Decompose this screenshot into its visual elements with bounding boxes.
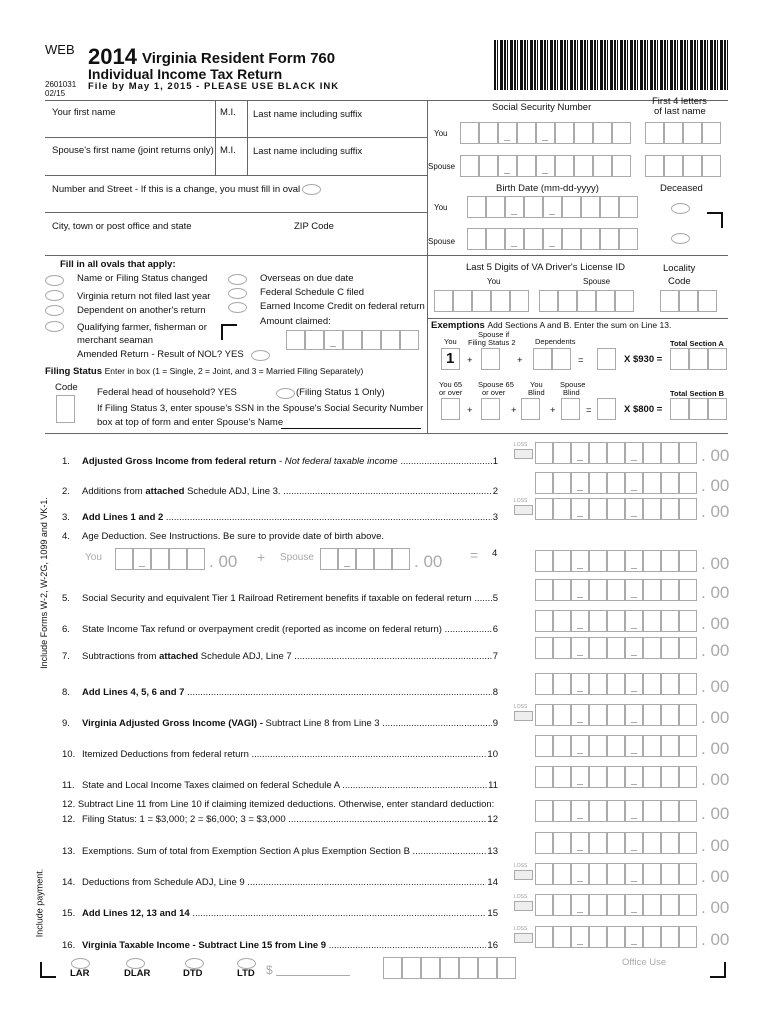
line-number: 8. (62, 687, 70, 698)
exempt-b-amount-boxes[interactable] (670, 398, 727, 420)
office-use-boxes (383, 957, 516, 979)
line-reference: 15 (487, 908, 498, 919)
sp65-label-2: or over (482, 388, 506, 397)
line-1 (62, 456, 498, 467)
loss-oval[interactable] (514, 449, 533, 459)
line-reference: 8 (492, 687, 498, 698)
line-description: Virginia Adjusted Gross Income (VAGI) - Subtract Line 8 from Line 3 ..... (82, 718, 492, 729)
line-4-you-amount[interactable]: . 00 (115, 548, 237, 570)
line-9 (62, 718, 498, 729)
last-name-label: Last name including suffix (253, 109, 363, 120)
line-15 (62, 908, 498, 919)
line-number: 13. (62, 846, 76, 857)
ovals-heading: Fill in all ovals that apply: (60, 259, 176, 270)
cents-label: . 00 (701, 641, 730, 660)
fs3-line-2: box at top of form and enter Spouse's Name (97, 417, 284, 428)
line-number: 2. (62, 486, 70, 497)
you-blind-box[interactable] (521, 398, 540, 420)
line-2 (62, 486, 498, 497)
line-description: Filing Status: 1 = $3,000; 2 = $6,000; 3 = $3,000 ..... (82, 814, 486, 825)
line-number: 9. (62, 718, 70, 729)
line-description: Virginia Taxable Income - Subtract Line 15 from Line 9 ..... (82, 940, 486, 951)
sp-blind-box[interactable] (561, 398, 580, 420)
name-change-oval[interactable] (45, 275, 64, 286)
line-number: 12. (62, 814, 76, 825)
cents-label: . 00 (701, 708, 730, 727)
birth-date-you-boxes[interactable] (467, 196, 638, 218)
tax-year: 2014 (88, 44, 137, 69)
mi-label: M.I. (220, 107, 236, 118)
line-14 (62, 877, 498, 888)
line-reference: 11 (488, 780, 498, 791)
loss-label: LOSS (514, 498, 528, 504)
line-description: Deductions from Schedule ADJ, Line 9 ..... (82, 877, 486, 888)
line-reference: 1 (492, 456, 498, 467)
cents-label: . 00 (701, 583, 730, 602)
line-13-amount[interactable] (535, 832, 729, 854)
line-description: Exemptions. Sum of total from Exemption Section A plus Exemption Section B ..... (82, 846, 486, 857)
fs3-line-1: If Filing Status 3, enter spouse's SSN in the Spouse's Social Security Number (97, 403, 424, 414)
you65-box[interactable] (441, 398, 460, 420)
exempt-spouse-if-2: Filing Status 2 (468, 338, 516, 347)
loss-oval[interactable] (514, 870, 533, 880)
exempt-spouse-box[interactable] (481, 348, 500, 370)
line-number: 15. (62, 908, 76, 919)
you-blind-label-1: You (530, 380, 543, 389)
first4-label-1: First 4 letters (652, 96, 707, 107)
file-by-notice: File by May 1, 2015 - PLEASE USE BLACK INK (88, 81, 340, 92)
overseas-label: Overseas on due date (260, 273, 354, 284)
eic-oval[interactable] (228, 302, 247, 313)
head-of-household-note: (Filing Status 1 Only) (296, 387, 385, 398)
line-description: State and Local Income Taxes claimed on federal Schedule A ..... (82, 780, 487, 791)
loss-label: LOSS (514, 442, 528, 448)
line-reference: 10 (487, 749, 498, 760)
birth-date-spouse-boxes[interactable] (467, 228, 638, 250)
line-11-amount[interactable] (535, 766, 729, 788)
exempt-dependents-label: Dependents (535, 337, 576, 346)
deceased-spouse-oval[interactable] (671, 233, 690, 244)
line-reference: 2 (492, 486, 498, 497)
first4-you-boxes[interactable] (645, 122, 721, 144)
ssn-label: Social Security Number (492, 102, 592, 113)
x930-label: X $930 = (624, 354, 663, 365)
line-14-amount[interactable] (535, 863, 729, 885)
exempt-spouse-if-1: Spouse if (478, 330, 510, 339)
line-reference: 9 (492, 718, 498, 729)
cents-label: . 00 (701, 739, 730, 758)
line-4-spouse-amount[interactable]: . 00 (320, 548, 442, 570)
line-number: 10. (62, 749, 76, 760)
exempt-dependents-boxes[interactable] (533, 348, 571, 370)
line-number: 16. (62, 940, 76, 951)
line-8 (62, 687, 498, 698)
address-change-oval[interactable] (302, 184, 321, 195)
loss-oval[interactable] (514, 901, 533, 911)
line-4-spouse-label: Spouse (280, 552, 314, 563)
ssn-you-label: You (434, 129, 448, 138)
farmer-label-2: merchant seaman (77, 335, 154, 346)
birth-spouse-label: Spouse (428, 237, 456, 246)
last-name-field[interactable] (250, 120, 425, 136)
line-reference: 5 (492, 593, 498, 604)
cents-label: . 00 (701, 867, 730, 886)
loss-oval[interactable] (514, 505, 533, 515)
exempt-total-a-boxes[interactable] (597, 348, 616, 370)
spouse-first-name-field[interactable] (48, 157, 213, 174)
form-title: Virginia Resident Form 760 (142, 50, 336, 67)
filing-status-label: Filing Status (45, 366, 102, 377)
loss-oval[interactable] (514, 711, 533, 721)
line-description: Add Lines 4, 5, 6 and 7 ..... (82, 687, 492, 698)
line-6 (62, 624, 498, 635)
total-a-label: Total Section A (670, 339, 724, 348)
line-4-text: Age Deduction. See Instructions. Be sure to provide date of birth above. (82, 531, 385, 542)
side-note-payment: Include payment. (34, 868, 45, 938)
birth-date-label: Birth Date (mm-dd-yyyy) (496, 183, 599, 194)
line-description: Adjusted Gross Income from federal return - Not federal taxable income ..... (82, 456, 492, 467)
header-divider (45, 100, 728, 101)
line-description: Social Security and equivalent Tier 1 Railroad Retirement benefits if taxable on federal return ..... (82, 593, 492, 604)
office-amount-field[interactable] (276, 975, 350, 976)
main-vertical-divider (427, 100, 428, 433)
side-note-w2: Include Forms W-2, W-2G, 1099 and VK-1. (38, 497, 49, 669)
form-date: 02/15 (45, 89, 66, 98)
city-label: City, town or post office and state (52, 221, 192, 232)
line-reference: 6 (492, 624, 498, 635)
form-code: 2601031 (45, 80, 77, 89)
first-name-field[interactable] (48, 118, 213, 136)
line-number: 14. (62, 877, 76, 888)
line-10 (62, 749, 498, 760)
dlar-label: DLAR (124, 968, 151, 979)
eic-label: Earned Income Credit on federal return (260, 301, 425, 312)
deceased-you-oval[interactable] (671, 203, 690, 214)
line-number: 5. (62, 593, 70, 604)
sp-blind-label-2: Blind (563, 388, 580, 397)
form-subtitle: Individual Income Tax Return (88, 66, 283, 82)
dependent-oval[interactable] (45, 305, 64, 316)
cents-label: . 00 (701, 677, 730, 696)
first4-spouse-boxes[interactable] (645, 155, 721, 177)
line-13 (62, 846, 498, 857)
line-16 (62, 940, 498, 951)
head-of-household-label: Federal head of household? YES (97, 387, 237, 398)
exempt-a-amount-boxes[interactable] (670, 348, 727, 370)
loss-label: LOSS (514, 926, 528, 932)
spouse-name-field[interactable] (281, 428, 421, 429)
code-label: Code (55, 382, 78, 393)
not-filed-oval[interactable] (45, 290, 64, 301)
dtd-label: DTD (183, 968, 203, 979)
line-reference: 13 (487, 846, 498, 857)
deceased-label: Deceased (660, 183, 703, 194)
you-blind-label-2: Blind (528, 388, 545, 397)
line-4-you-label: You (85, 552, 102, 563)
corner-mark-bottom-left (40, 962, 56, 978)
line-number: 7. (62, 651, 70, 662)
line-number: 6. (62, 624, 70, 635)
filing-status-code-box[interactable] (56, 395, 75, 423)
line-9-amount[interactable] (535, 704, 729, 726)
exempt-you-label: You (444, 337, 457, 346)
zip-label: ZIP Code (294, 221, 334, 232)
line-number: 3. (62, 512, 70, 523)
exemptions-label: Exemptions (431, 320, 485, 331)
office-use-label: Office Use (622, 957, 667, 968)
corner-mark-top-right (707, 212, 723, 228)
line-12-amount[interactable] (535, 800, 729, 822)
line-11 (62, 780, 498, 791)
line-4-ref: 4 (492, 548, 498, 559)
line-7 (62, 651, 498, 662)
lar-label: LAR (70, 968, 90, 979)
line-description: State Income Tax refund or overpayment credit (reported as income on federal return) ..... (82, 624, 492, 635)
line-5-amount[interactable] (535, 579, 729, 601)
spouse-mi-label: M.I. (220, 145, 236, 156)
line-6-amount[interactable] (535, 610, 729, 632)
cents-label: . 00 (701, 502, 730, 521)
locality-boxes[interactable] (660, 290, 717, 312)
sp65-box[interactable] (481, 398, 500, 420)
cents-label: . 00 (701, 476, 730, 495)
line-reference: 7 (492, 651, 498, 662)
filing-status-instruction: Enter in box (1 = Single, 2 = Joint, and 3 = Married Filing Separately) (104, 366, 364, 376)
amended-label: Amended Return - Result of NOL? YES (77, 349, 244, 360)
dollar-sign: $ (266, 963, 273, 977)
city-field[interactable] (48, 234, 288, 252)
zip-field[interactable] (292, 234, 424, 252)
loss-oval[interactable] (514, 933, 533, 943)
exempt-you-value: 1 (446, 350, 455, 367)
schedule-c-label: Federal Schedule C filed (260, 287, 365, 298)
name-change-label: Name or Filing Status changed (77, 273, 208, 284)
amount-claimed-label: Amount claimed: (260, 316, 331, 327)
cents-label: . 00 (701, 446, 730, 465)
amended-oval[interactable] (251, 350, 270, 361)
ssn-spouse-label: Spouse (428, 162, 456, 171)
line-description: Subtractions from attached Schedule ADJ, Line 7 ..... (82, 651, 492, 662)
line-15-amount[interactable] (535, 894, 729, 916)
x800-label: X $800 = (624, 404, 663, 415)
line-reference: 14 (487, 877, 498, 888)
head-of-household-oval[interactable] (276, 388, 295, 399)
cents-label: . 00 (701, 836, 730, 855)
line-2-amount[interactable] (535, 472, 729, 494)
line-1-amount[interactable] (535, 442, 729, 464)
loss-label: LOSS (514, 863, 528, 869)
line-description: Itemized Deductions from federal return ..... (82, 749, 486, 760)
cents-label: . 00 (701, 614, 730, 633)
cents-label: . 00 (701, 898, 730, 917)
farmer-label: Qualifying farmer, fisherman or (77, 322, 207, 333)
ssn-you-boxes[interactable] (460, 122, 631, 144)
cents-label: . 00 (701, 770, 730, 789)
web-label: WEB (45, 42, 75, 57)
sp-blind-label-1: Spouse (560, 380, 586, 389)
line-description: Additions from attached Schedule ADJ, Line 3. ..... (82, 486, 492, 497)
overseas-oval[interactable] (228, 274, 247, 285)
line-12-prefix: 12. Subtract Line 11 from Line 10 if claiming itemized deductions. Otherwise, enter standard deduction: (62, 799, 495, 810)
eic-amount-boxes[interactable] (286, 330, 419, 350)
line-3-amount[interactable] (535, 498, 729, 520)
barcode (494, 40, 728, 90)
you65-label-2: or over (439, 388, 463, 397)
filing-status-heading (45, 366, 363, 377)
street-field[interactable] (48, 196, 424, 210)
cents-label: . 00 (701, 930, 730, 949)
line-reference: 3 (492, 512, 498, 523)
ssn-spouse-boxes[interactable] (460, 155, 631, 177)
farmer-oval[interactable] (45, 321, 64, 332)
line-10-amount[interactable] (535, 735, 729, 757)
exemptions-heading (431, 320, 671, 331)
line-12 (62, 814, 498, 825)
line-4-amount[interactable]: . 00 (535, 550, 729, 572)
line-16-amount[interactable] (535, 926, 729, 948)
first4-label-2: of last name (654, 106, 706, 117)
exemptions-instruction: Add Sections A and B. Enter the sum on Line 13. (487, 320, 672, 330)
not-filed-label: Virginia return not filed last year (77, 291, 211, 302)
dependent-label: Dependent on another's return (77, 305, 206, 316)
dl-spouse-boxes[interactable] (539, 290, 634, 312)
line-number: 11. (62, 780, 75, 791)
sp65-label-1: Spouse 65 (478, 380, 514, 389)
line-reference: 12 (487, 814, 498, 825)
spouse-first-name-label: Spouse's first name (joint returns only) (52, 145, 214, 156)
line-description: Add Lines 12, 13 and 14 ..... (82, 908, 486, 919)
total-b-label: Total Section B (670, 389, 725, 398)
birth-you-label: You (434, 203, 448, 212)
locality-label-1: Locality (663, 263, 696, 274)
line-description: Add Lines 1 and 2 ..... (82, 512, 492, 523)
ltd-label: LTD (237, 968, 255, 979)
exempt-total-b-box[interactable] (597, 398, 616, 420)
line-number: 1. (62, 456, 70, 467)
locality-label-2: Code (668, 276, 691, 287)
street-label: Number and Street - If this is a change, you must fill in oval (52, 184, 301, 195)
spouse-last-name-label: Last name including suffix (253, 146, 363, 157)
dl-you-label: You (487, 277, 501, 286)
line-8-amount[interactable] (535, 673, 729, 695)
schedule-c-oval[interactable] (228, 288, 247, 299)
line-7-amount[interactable] (535, 637, 729, 659)
loss-label: LOSS (514, 894, 528, 900)
cents-label: . 00 (701, 804, 730, 823)
line-reference: 16 (487, 940, 498, 951)
loss-label: LOSS (514, 704, 528, 710)
line-3 (62, 512, 498, 523)
line-5 (62, 593, 498, 604)
first-name-label: Your first name (52, 107, 116, 118)
you65-label-1: You 65 (439, 380, 463, 389)
dl-you-boxes[interactable] (434, 290, 529, 312)
line-4-number: 4. (62, 531, 70, 542)
dl-label: Last 5 Digits of VA Driver's License ID (466, 262, 625, 273)
dl-spouse-label: Spouse (583, 277, 611, 286)
corner-mark-bottom-right (710, 962, 726, 978)
